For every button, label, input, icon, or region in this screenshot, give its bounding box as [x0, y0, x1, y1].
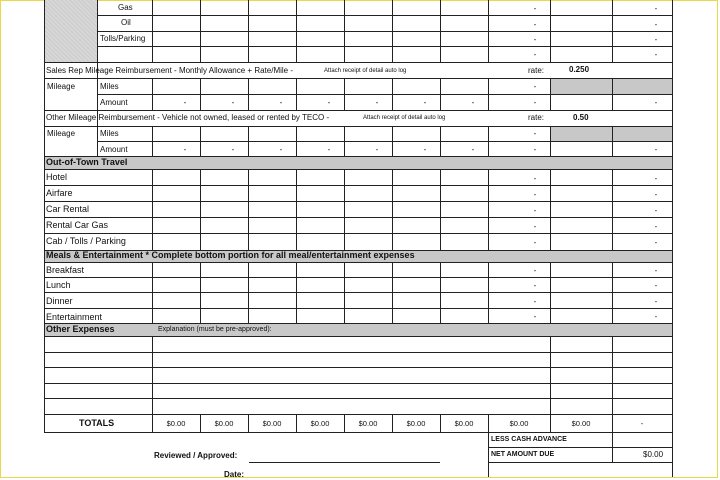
total-value: $0.00: [358, 419, 378, 428]
other-amount-label: Amount: [100, 145, 128, 154]
meals-title: Meals & Entertainment * Complete bottom portion for all meal/entertainment expenses: [46, 250, 415, 260]
dinner-label: Dinner: [46, 296, 73, 306]
dash: -: [279, 145, 283, 154]
dash: -: [183, 98, 187, 107]
dash: -: [533, 20, 537, 29]
dash: -: [654, 35, 658, 44]
dash: -: [231, 98, 235, 107]
sales-rep-mileage-label: Mileage: [47, 82, 76, 91]
entertainment-label: Entertainment: [46, 312, 103, 322]
sales-rep-header: Sales Rep Mileage Reimbursement - Monthly Allowance + Rate/Mile -: [46, 66, 293, 75]
dash: -: [533, 129, 537, 138]
dash: -: [654, 145, 658, 154]
total-value: $0.00: [166, 419, 186, 428]
reviewed-approved-label: Reviewed / Approved:: [154, 451, 238, 460]
dash: -: [471, 98, 475, 107]
dash: -: [654, 238, 658, 247]
dash: -: [375, 145, 379, 154]
dash: -: [654, 190, 658, 199]
dash: -: [533, 190, 537, 199]
dash: -: [533, 222, 537, 231]
hatched-cell: [44, 0, 97, 62]
dash: -: [327, 98, 331, 107]
dash: -: [183, 145, 187, 154]
other-mileage-rate-value: 0.50: [573, 113, 589, 122]
out-of-town-title: Out-of-Town Travel: [46, 157, 128, 167]
sales-rep-miles-label: Miles: [100, 82, 119, 91]
total-value: $0.00: [454, 419, 474, 428]
dash: -: [375, 98, 379, 107]
dash: -: [533, 174, 537, 183]
lunch-label: Lunch: [46, 280, 71, 290]
section-band-out-of-town: [44, 156, 672, 169]
other-mileage-header: Other Mileage Reimbursement - Vehicle not owned, leased or rented by TECO -: [46, 113, 330, 122]
dash: -: [654, 206, 658, 215]
dash: -: [654, 98, 658, 107]
dash: -: [533, 266, 537, 275]
other-mileage-rate-label: rate:: [528, 113, 545, 122]
rate-shaded-cell-2: [550, 126, 672, 141]
rate-shaded-cell: [550, 78, 672, 94]
dash: -: [533, 35, 537, 44]
airfare-label: Airfare: [46, 188, 73, 198]
dash: -: [471, 145, 475, 154]
sales-rep-amount-label: Amount: [100, 98, 128, 107]
reviewed-signature-line[interactable]: [249, 462, 440, 463]
dash: -: [533, 4, 537, 13]
dash: -: [654, 266, 658, 275]
net-amount-due-label: NET AMOUNT DUE: [491, 451, 555, 458]
dash: -: [654, 297, 658, 306]
total-value: $0.00: [571, 419, 591, 428]
dash: -: [654, 50, 658, 59]
dash: -: [327, 145, 331, 154]
dash: -: [533, 238, 537, 247]
date-label: Date:: [224, 470, 245, 479]
dash: -: [423, 98, 427, 107]
total-value: $0.00: [262, 419, 282, 428]
dash: -: [533, 145, 537, 154]
dash: -: [654, 312, 658, 321]
rental-car-gas-label: Rental Car Gas: [46, 220, 109, 230]
dash: -: [533, 281, 537, 290]
other-expenses-title: Other Expenses: [46, 324, 115, 334]
dash: -: [533, 312, 537, 321]
dash: -: [533, 206, 537, 215]
dash: -: [279, 98, 283, 107]
dash: -: [231, 145, 235, 154]
breakfast-label: Breakfast: [46, 265, 85, 275]
car-rental-label: Car Rental: [46, 204, 90, 214]
total-value: -: [640, 419, 644, 428]
oil-label: Oil: [121, 18, 131, 27]
dash: -: [654, 20, 658, 29]
dash: -: [654, 4, 658, 13]
sales-rep-rate-value: 0.250: [569, 65, 590, 74]
dash: -: [654, 222, 658, 231]
dash: -: [654, 174, 658, 183]
section-band-other-expenses: [44, 323, 672, 336]
net-amount-due-value: $0.00: [643, 450, 664, 459]
tolls-parking-label: Tolls/Parking: [100, 34, 146, 43]
explanation-label: Explanation (must be pre-approved):: [158, 326, 272, 333]
sales-rep-note: Attach receipt of detail auto log: [324, 68, 407, 74]
hotel-label: Hotel: [46, 172, 68, 182]
dash: -: [533, 297, 537, 306]
gas-label: Gas: [118, 3, 133, 12]
totals-label: TOTALS: [79, 418, 115, 428]
dash: -: [654, 281, 658, 290]
less-cash-advance-label: LESS CASH ADVANCE: [491, 436, 567, 443]
other-mileage-note: Attach receipt of detail auto log: [363, 115, 446, 121]
total-value: $0.00: [214, 419, 234, 428]
other-miles-label: Miles: [100, 129, 119, 138]
dash: -: [423, 145, 427, 154]
cab-tolls-parking-label: Cab / Tolls / Parking: [46, 236, 126, 246]
other-mileage-label: Mileage: [47, 129, 76, 138]
total-value: $0.00: [310, 419, 330, 428]
dash: -: [533, 82, 537, 91]
sales-rep-rate-label: rate:: [528, 66, 545, 75]
total-value: $0.00: [509, 419, 529, 428]
total-value: $0.00: [406, 419, 426, 428]
dash: -: [533, 98, 537, 107]
dash: -: [533, 50, 537, 59]
